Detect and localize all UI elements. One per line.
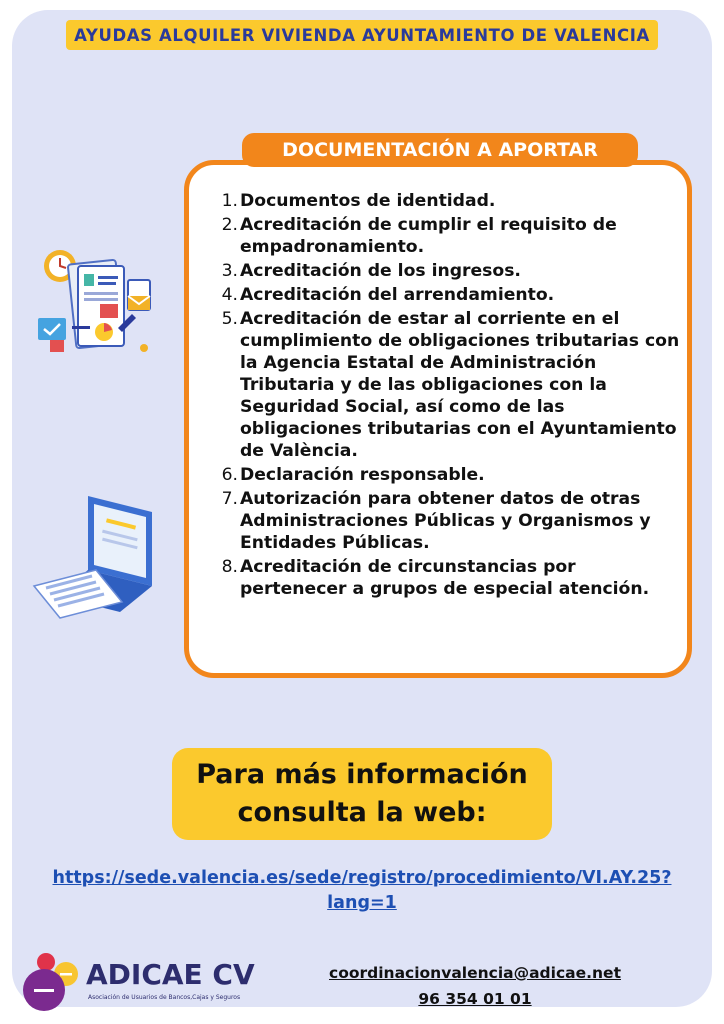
item-text: Acreditación de los ingresos. [240, 261, 521, 281]
item-text: Acreditación de cumplir el requisito de empadronamiento. [240, 215, 617, 257]
adicae-logo [22, 952, 255, 1014]
item-number: 3. [221, 261, 238, 281]
list-item [212, 190, 684, 212]
laptop-illustration-icon [26, 490, 160, 624]
list-item [212, 260, 684, 282]
email-link[interactable]: coordinacionvalencia@adicae.net [329, 964, 621, 982]
logo-name: ADICAE CV [86, 958, 255, 991]
item-number: 2. [221, 215, 238, 235]
more-info-line-1: Para más información [196, 759, 528, 790]
list-item [212, 464, 684, 486]
phone-number[interactable]: 96 354 01 01 [418, 990, 532, 1008]
item-number: 8. [221, 557, 238, 577]
item-text: Documentos de identidad. [240, 191, 496, 211]
more-info-line-2: consulta la web: [237, 797, 487, 828]
item-number: 6. [221, 465, 238, 485]
procedure-link-line-2[interactable]: lang=1 [327, 893, 397, 913]
documents-illustration-icon [32, 244, 160, 368]
adicae-logo-icon [22, 952, 86, 1014]
item-number: 7. [221, 489, 238, 509]
procedure-link-line-1[interactable]: https://sede.valencia.es/sede/registro/procedimiento/VI.AY.25? [52, 868, 672, 888]
item-text: Acreditación de circunstancias por pertenecer a grupos de especial atención. [240, 557, 650, 599]
list-item [212, 488, 684, 554]
item-text: Acreditación de estar al corriente en el cumplimiento de obligaciones tributarias con la Agencia Estatal de Administración Tributaria y de las obligaciones con la Seguridad Social, así como de las obligaciones tributarias con el Ayuntamiento de València. [240, 309, 680, 461]
item-text: Declaración responsable. [240, 465, 485, 485]
more-info-box [172, 748, 552, 840]
list-item [212, 284, 684, 306]
contact-info [300, 960, 650, 1012]
list-item [212, 556, 684, 600]
documentation-title: DOCUMENTACIÓN A APORTAR [242, 133, 638, 167]
item-text: Acreditación del arrendamiento. [240, 285, 555, 305]
list-item [212, 308, 684, 462]
item-number: 1. [221, 191, 238, 211]
list-item [212, 214, 684, 258]
item-text: Autorización para obtener datos de otras Administraciones Públicas y Organismos y Entidades Públicas. [240, 489, 651, 553]
header-banner: AYUDAS ALQUILER VIVIENDA AYUNTAMIENTO DE VALENCIA [66, 20, 658, 50]
procedure-link[interactable] [10, 866, 714, 916]
documentation-list [212, 190, 684, 602]
logo-subtitle: Asociación de Usuarios de Bancos,Cajas y Seguros [88, 994, 241, 1001]
item-number: 5. [221, 309, 238, 329]
item-number: 4. [221, 285, 238, 305]
